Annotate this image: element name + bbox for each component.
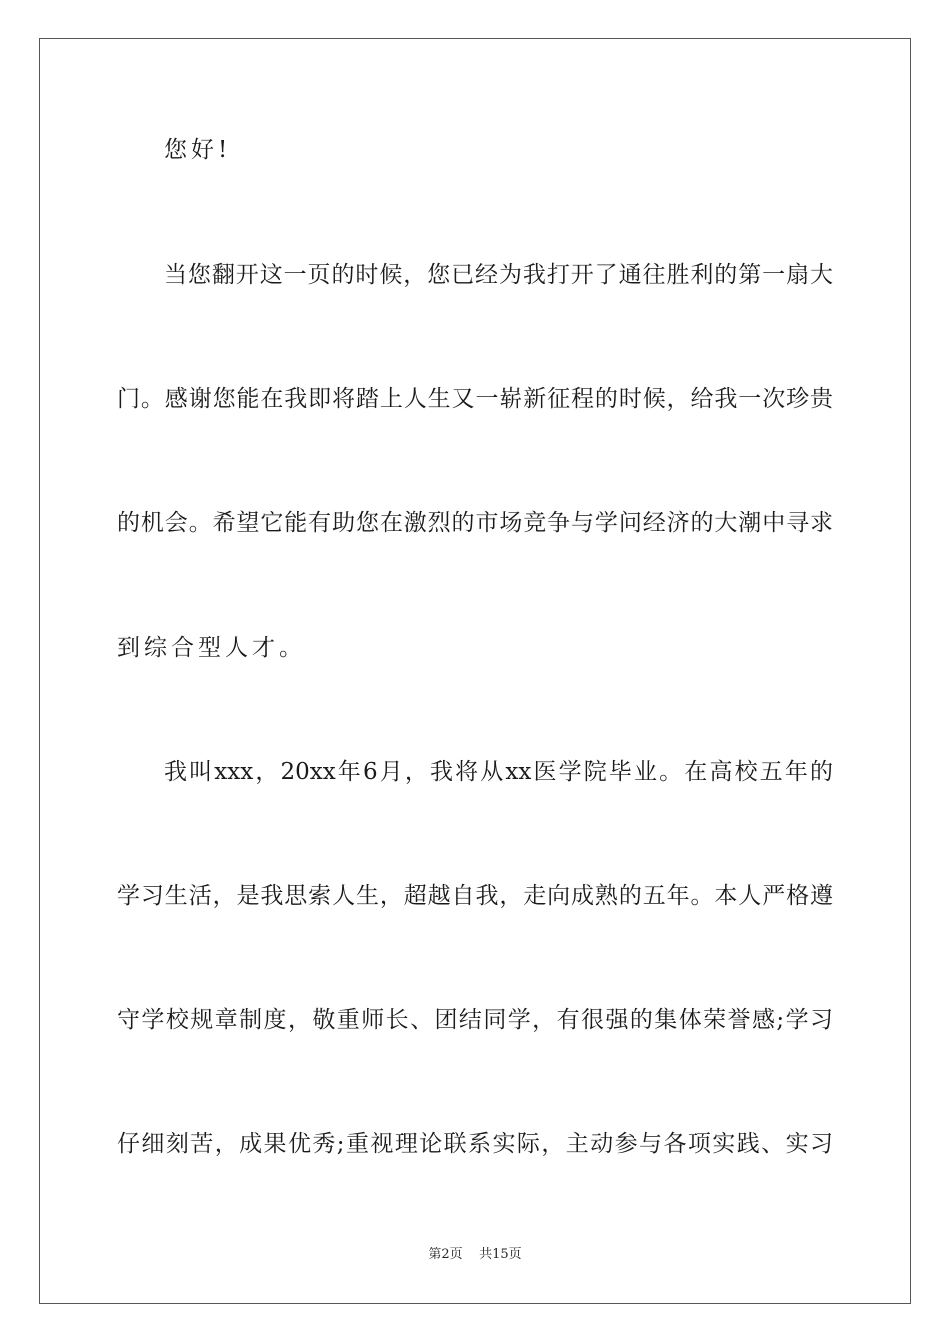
text-line-8: 仔细刻苦，成果优秀;重视理论联系实际，主动参与各项实践、实习 [117, 1131, 833, 1157]
text-line-4: 到综合型人才。 [117, 635, 306, 661]
text-line-3: 的机会。希望它能有助您在激烈的市场竞争与学问经济的大潮中寻求 [117, 510, 833, 536]
text-line-5: 我叫xxx，20xx年6月，我将从xx医学院毕业。在高校五年的 [164, 759, 833, 785]
page-frame [39, 38, 911, 1304]
text-line-2: 门。感谢您能在我即将踏上人生又一崭新征程的时候，给我一次珍贵 [117, 386, 833, 412]
text-line-6: 学习生活，是我思索人生，超越自我，走向成熟的五年。本人严格遵 [117, 883, 833, 909]
text-line-1: 当您翻开这一页的时候，您已经为我打开了通往胜利的第一扇大 [164, 262, 833, 288]
text-line-7: 守学校规章制度，敬重师长、团结同学，有很强的集体荣誉感;学习 [117, 1007, 833, 1033]
page-footer: 第2页 共15页 [428, 1247, 522, 1262]
greeting-line: 您好! [164, 137, 232, 163]
